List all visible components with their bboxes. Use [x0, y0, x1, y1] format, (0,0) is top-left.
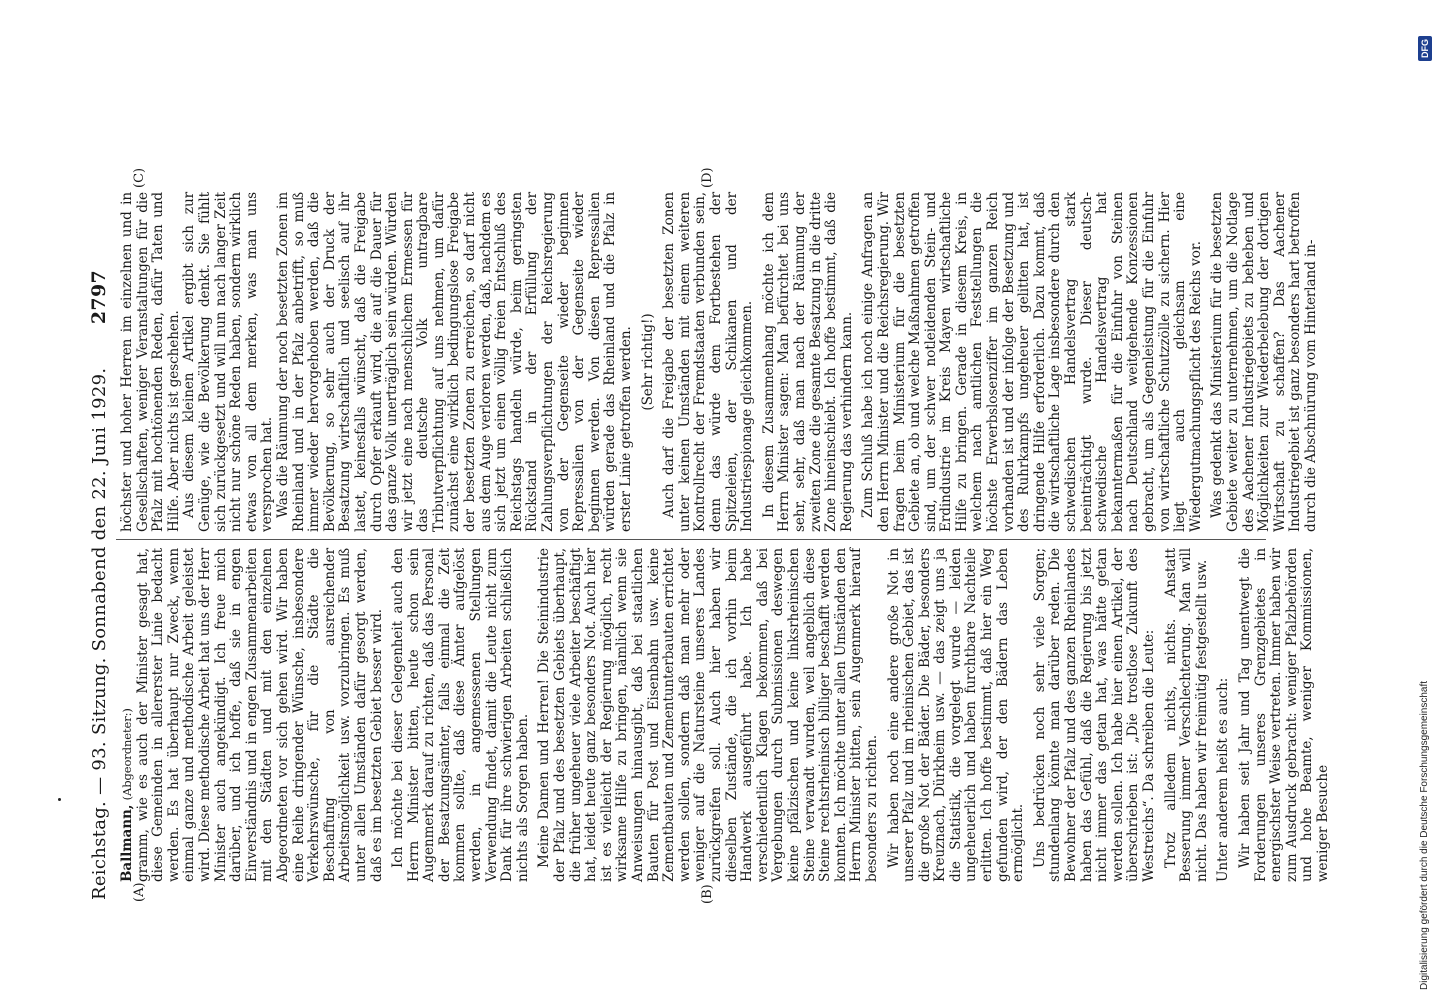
- paragraph: Ich möchte bei dieser Gelegenheit auch den Herrn Minister bitten, heute schon sein Augenmerk darauf zu richten, daß das Personal der Besatzungsämter, falls einmal die Zeit kommen sollte, daß diese Ämter aufgelöst werden, in angemessenen Stellungen Verwendung findet, damit die Leute nicht zum Dank für ihre schwierigen Arbeiten schließlich nichts als Sorgen haben.: [390, 548, 531, 882]
- speaker-line: Ballmann, (Abgeordneter:): [119, 708, 135, 882]
- left-column: [120, 548, 1332, 882]
- interjection: (Sehr richtig!): [639, 313, 656, 411]
- paragraph: Zum Schluß habe ich noch einige Anfragen an den Herrn Minister und die Reichsregierung. Wir fragen beim Ministerium für die besetzten Gebiete an, ob und welche Maßnahmen getroffen sind, um der schwer notleidenden Stein- und Erdindustrie im Kreis Mayen wirtschaftliche Hilfe zu bringen. Gerade in diesem Kreis, in welchem nach amtlichen Feststellungen die höchste Erwerbslosenziffer im ganzen Reich vorhanden ist und der infolge der Besetzung und des Ruhrkampfs ungeheuer gelitten hat, ist dringende Hilfe erforderlich. Dazu kommt, daß die wirtschaftliche Lage insbesondere durch den schwedischen Handelsvertrag stark beeinträchtigt wurde. Dieser deutsch-schwedische Handelsvertrag hat bekanntermaßen für die Einfuhr von Steinen nach Deutschland weitgehende Konzessionen gebracht, um als Gegenleistung für die Einfuhr von wirtschaftliche Schutzzölle zu sichern. Hier liegt auch gleichsam eine Wiedergutmachungspflicht des Reichs vor.: [860, 192, 1204, 532]
- quoted-paragraph: Trotz allledem nichts, nichts. Anstatt Besserung immer Verschlechterung. Man will nicht. Das haben wir freimütig festgestellt usw.: [1162, 548, 1210, 882]
- speaker-name: Ballmann,: [119, 804, 135, 882]
- paragraph: Auch darf die Freigabe der besetzten Zonen unter keinen Umständen mit einem weiteren Kontrollrecht der Fremdstaaten verbunden sein, denn das würde dem Fortbestehen der Spitzeleien, der Schikanen und der Industriespionage gleichkommen.: [661, 192, 756, 532]
- margin-mark-d: (D): [700, 167, 715, 188]
- paragraph: Unter anderem heißt es auch:: [1215, 677, 1232, 882]
- margin-mark-b: (B): [700, 884, 715, 904]
- page-number: 2797: [88, 270, 110, 325]
- paragraph: Aus diesem kleinen Artikel ergibt sich zur Genüge, wie die Bevölkerung denkt. Sie fühlt sich zurückgesetzt und will nun nach langer Zeit nicht nur schöne Reden haben, sondern wirklich etwas von all dem merken, was man uns versprochen hat.: [181, 192, 276, 532]
- credit-text: Digitalisierung gefördert durch die Deutsche Forschungsgemeinschaft: [1419, 680, 1430, 990]
- paragraph: Uns bedrücken noch sehr viele Sorgen; stundenlang könnte man darüber reden. Die Bewohner der Pfalz und des ganzen Rheinlandes haben das Gefühl, daß die Regierung bis jetzt nicht immer das getan hat, was hätte getan werden sollen. Ich habe hier einen Artikel, der überschrieben ist: „Die trostlose Zukunft des Westreichs“. Da schreiben die Leute:: [1031, 548, 1157, 882]
- speaker-role: Abgeordneter:: [120, 712, 134, 796]
- paragraph: Was die Räumung der noch besetzten Zonen im Rheinland und in der Pfalz anbetrifft, so muß immer wieder hervorgehoben werden, daß die Bevölkerung, so sehr auch der Druck der Besatzung wirtschaftlich und seelisch auf ihr lastet, keinesfalls wünscht, daß die Freigabe durch Opfer erkauft wird, die auf die Dauer für das ganze Volk unerträglich sein würden. Würden wir jetzt eine nach menschlichem Ermessen für das deutsche Volk untragbare Tributverpflichtung auf uns nehmen, um dafür zunächst eine wirklich bedingungslose Freigabe der besetzten Zonen zu erreichen, so darf nicht aus dem Auge verloren werden, daß, nachdem es sich jetzt um einen völlig freien Entschluß des Reichstags handeln würde, beim geringsten Rückstand in der Erfüllung der Zahlungsverpflichtungen der Reichsregierung von der Gegenseite wieder beginnen Repressalien von der Gegenseite wieder beginnen werden. Von diesen Repressalien würden gerade das Rheinland und die Pfalz in erster Linie getroffen werden.: [274, 191, 634, 532]
- page-header: [88, 270, 118, 900]
- right-column: [120, 192, 1320, 532]
- margin-mark-a: (A): [132, 882, 147, 902]
- header-title: Reichstag. — 93. Sitzung. Sonnabend den 22. Juni 1929.: [89, 367, 110, 900]
- paragraph: gramm, wie es auch der Minister gesagt hat, diese Gemeinden in allererster Linie bedacht werden. Es hat überhaupt nur Zweck, wenn einmal ganze und methodische Arbeit geleistet wird. Diese methodische Arbeit hat uns der Herr Minister auch angekündigt. Ich freue mich darüber, und ich hoffe, daß sie in engen Einverständnis und in engen Zusammenarbeiten mit den Städten und mit den einzelnen Abgeordneten vor sich gehen wird. Wir haben eine Reihe dringender Wünsche, insbesondere Verkehrswünsche, für die Städte die Beschaffung von ausreichender Arbeitsmöglichkeit usw. vorzubringen. Es muß unter allen Umständen dafür gesorgt werden, daß es im besetzten Gebiet besser wird.: [134, 548, 385, 882]
- column-divider: [116, 539, 1266, 540]
- quoted-paragraph: Wir haben seit Jahr und Tag unentwegt die Forderungen unseres Grenzgebietes in energischster Weise vertreten. Immer haben wir zum Ausdruck gebracht: weniger Pfalzbehörden und hohe Beamte, weniger Kommissionen, weniger Besuche: [1236, 548, 1331, 882]
- digitization-credit: [1418, 10, 1432, 990]
- paragraph: höchster und hoher Herren im einzelnen und in Gesellschaften, weniger Veranstaltungen für die Pfalz mit hochtönenden Reden, dafür Taten und Hilfe. Aber nichts ist geschehen.: [119, 192, 182, 532]
- paragraph: In diesem Zusammenhang möchte ich dem Herrn Minister sagen: Man befürchtet bei uns sehr, sehr, daß man nach der Räumung der zweiten Zone die gesamte Besatzung in die dritte Zone hineinschiebt. Ich hoffe bestimmt, daß die Regierung das verhindern kann.: [760, 192, 855, 532]
- paragraph: Meine Damen und Herren! Die Steinindustrie der Pfalz und des besetzten Gebiets überhaupt, die früher ungeheuer viele Arbeiter beschäftigt hat, leidet heute ganz besonders Not. Auch hier ist es vielleicht der Regierung möglich, recht wirksame Hilfe zu bringen, nämlich wenn sie Anweisungen hinausgibt, daß bei staatlichen Bauten für Post und Eisenbahn usw. keine Zementbauten und Zementunterbauten errichtet werden sollen, sondern daß man mehr oder weniger auf die Natursteine unseres Landes zurückgreifen soll. Auch hier haben wir dieselben Zustände, die ich vorhin beim Handwerk ausgeführt habe. Ich habe verschiedentlich Klagen bekommen, daß bei Vergebungen durch Submissionen deswegen keine pfälzischen und keine linksrheinischen Steine verwandt wurden, weil angeblich diese Steine rechtsrheinisch billiger beschafft werden konnten. Ich möchte unter allen Umständen den Herrn Minister bitten, sein Augenmerk hierauf besonders zu richten.: [536, 548, 880, 882]
- scan-speck: [58, 798, 61, 801]
- margin-mark-c: (C): [132, 167, 147, 188]
- dfg-logo: DFG: [1418, 36, 1432, 61]
- paragraph: Was gedenkt das Ministerium für die besetzten Gebiete weiter zu unternehmen, um die Notlage des Aachener Industriegebiets zu beheben und Möglichkeiten zur Wiederbelebung der dortigen Wirtschaft zu schaffen? Das Aachener Industriegebiet ist ganz besonders hart betroffen durch die Abschnürung vom Hinterland in-: [1209, 192, 1319, 532]
- paragraph: Wir haben noch eine andere große Not in unserer Pfalz und im rheinischen Gebiet, das ist die große Not der Bäder. Die Bäder, besonders Kreuznach, Dürkheim usw. — das zeigt uns ja die Statistik, die vorgelegt wurde — leiden ungeheuerlich und haben furchtbare Nachteile erlitten. Ich hoffe bestimmt, daß hier ein Weg gefunden wird, der den Bädern das Leben ermöglicht.: [885, 548, 1027, 882]
